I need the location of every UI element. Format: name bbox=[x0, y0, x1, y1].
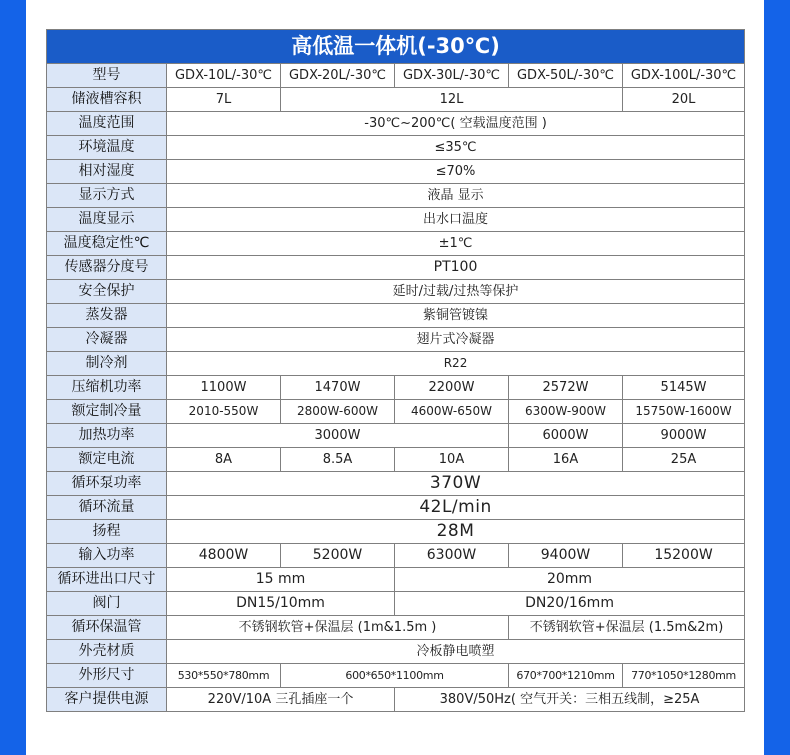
row-label: 压缩机功率 bbox=[47, 376, 167, 400]
row-label: 冷凝器 bbox=[47, 328, 167, 352]
table-cell: 2010-550W bbox=[167, 400, 281, 424]
table-cell: 液晶 显示 bbox=[167, 184, 745, 208]
table-cell: 8.5A bbox=[281, 448, 395, 472]
table-row bbox=[47, 592, 745, 616]
table-row bbox=[47, 640, 745, 664]
row-label: 蒸发器 bbox=[47, 304, 167, 328]
table-cell: 28M bbox=[167, 520, 745, 544]
table-cell: 20L bbox=[623, 88, 745, 112]
table-cell: 出水口温度 bbox=[167, 208, 745, 232]
table-cell: ±1℃ bbox=[167, 232, 745, 256]
table-cell: 冷板静电喷塑 bbox=[167, 640, 745, 664]
table-cell: 翅片式冷凝器 bbox=[167, 328, 745, 352]
table-cell: GDX-100L/-30℃ bbox=[623, 64, 745, 88]
table-cell: 600*650*1100mm bbox=[281, 664, 509, 688]
table-cell: GDX-50L/-30℃ bbox=[509, 64, 623, 88]
table-cell: DN20/16mm bbox=[395, 592, 745, 616]
table-cell: 6300W-900W bbox=[509, 400, 623, 424]
row-label: 传感器分度号 bbox=[47, 256, 167, 280]
row-label: 循环进出口尺寸 bbox=[47, 568, 167, 592]
table-cell: ≤35℃ bbox=[167, 136, 745, 160]
row-label: 环境温度 bbox=[47, 136, 167, 160]
table-cell: 7L bbox=[167, 88, 281, 112]
table-cell: 6300W bbox=[395, 544, 509, 568]
table-cell: 370W bbox=[167, 472, 745, 496]
table-cell: 6000W bbox=[509, 424, 623, 448]
table-cell: R22 bbox=[167, 352, 745, 376]
row-label: 阀门 bbox=[47, 592, 167, 616]
row-label: 循环泵功率 bbox=[47, 472, 167, 496]
table-row bbox=[47, 496, 745, 520]
table-row bbox=[47, 520, 745, 544]
table-cell: 20mm bbox=[395, 568, 745, 592]
row-label: 外壳材质 bbox=[47, 640, 167, 664]
spec-sheet bbox=[26, 0, 764, 755]
row-label: 温度显示 bbox=[47, 208, 167, 232]
row-label: 循环流量 bbox=[47, 496, 167, 520]
table-cell: 10A bbox=[395, 448, 509, 472]
row-label: 外形尺寸 bbox=[47, 664, 167, 688]
table-cell: 15 mm bbox=[167, 568, 395, 592]
table-cell: 42L/min bbox=[167, 496, 745, 520]
table-cell: GDX-20L/-30℃ bbox=[281, 64, 395, 88]
row-label: 加热功率 bbox=[47, 424, 167, 448]
table-cell: 770*1050*1280mm bbox=[623, 664, 745, 688]
table-cell: 2800W-600W bbox=[281, 400, 395, 424]
row-label: 温度范围 bbox=[47, 112, 167, 136]
table-row bbox=[47, 304, 745, 328]
table-row bbox=[47, 88, 745, 112]
table-row bbox=[47, 616, 745, 640]
table-row bbox=[47, 664, 745, 688]
row-label: 扬程 bbox=[47, 520, 167, 544]
table-cell: 15750W-1600W bbox=[623, 400, 745, 424]
table-row bbox=[47, 328, 745, 352]
table-row bbox=[47, 112, 745, 136]
table-row bbox=[47, 544, 745, 568]
row-label: 额定制冷量 bbox=[47, 400, 167, 424]
table-cell: 2572W bbox=[509, 376, 623, 400]
table-cell: 延时/过载/过热等保护 bbox=[167, 280, 745, 304]
table-row bbox=[47, 568, 745, 592]
table-cell: 15200W bbox=[623, 544, 745, 568]
row-label: 相对湿度 bbox=[47, 160, 167, 184]
row-label: 额定电流 bbox=[47, 448, 167, 472]
table-row bbox=[47, 424, 745, 448]
table-cell: GDX-10L/-30℃ bbox=[167, 64, 281, 88]
table-cell: 4800W bbox=[167, 544, 281, 568]
table-row bbox=[47, 376, 745, 400]
table-cell: 670*700*1210mm bbox=[509, 664, 623, 688]
table-row bbox=[47, 352, 745, 376]
table-row bbox=[47, 256, 745, 280]
table-row bbox=[47, 208, 745, 232]
row-label: 显示方式 bbox=[47, 184, 167, 208]
table-cell: 9000W bbox=[623, 424, 745, 448]
table-row bbox=[47, 184, 745, 208]
table-cell: 25A bbox=[623, 448, 745, 472]
table-cell: 1100W bbox=[167, 376, 281, 400]
table-cell: 紫铜管镀镍 bbox=[167, 304, 745, 328]
row-label: 制冷剂 bbox=[47, 352, 167, 376]
table-cell: 12L bbox=[281, 88, 623, 112]
table-cell: 16A bbox=[509, 448, 623, 472]
table-cell: 3000W bbox=[167, 424, 509, 448]
table-row bbox=[47, 160, 745, 184]
table-row bbox=[47, 232, 745, 256]
table-cell: 2200W bbox=[395, 376, 509, 400]
table-title: 高低温一体机(-30℃) bbox=[47, 30, 745, 64]
row-label: 安全保护 bbox=[47, 280, 167, 304]
table-cell: 1470W bbox=[281, 376, 395, 400]
table-cell: DN15/10mm bbox=[167, 592, 395, 616]
row-label: 输入功率 bbox=[47, 544, 167, 568]
row-label: 储液槽容积 bbox=[47, 88, 167, 112]
table-row bbox=[47, 688, 745, 712]
table-cell: 4600W-650W bbox=[395, 400, 509, 424]
table-cell: 530*550*780mm bbox=[167, 664, 281, 688]
table-row bbox=[47, 280, 745, 304]
row-label: 型号 bbox=[47, 64, 167, 88]
row-label: 客户提供电源 bbox=[47, 688, 167, 712]
table-cell: 8A bbox=[167, 448, 281, 472]
table-cell: 5145W bbox=[623, 376, 745, 400]
table-cell: 5200W bbox=[281, 544, 395, 568]
row-label: 循环保温管 bbox=[47, 616, 167, 640]
table-cell: 不锈钢软管+保温层 (1.5m&2m) bbox=[509, 616, 745, 640]
row-label: 温度稳定性℃ bbox=[47, 232, 167, 256]
spec-table bbox=[46, 29, 745, 712]
table-cell: 9400W bbox=[509, 544, 623, 568]
table-cell: 220V/10A 三孔插座一个 bbox=[167, 688, 395, 712]
table-row bbox=[47, 472, 745, 496]
table-row bbox=[47, 448, 745, 472]
table-cell: PT100 bbox=[167, 256, 745, 280]
table-cell: 380V/50Hz( 空气开关：三相五线制，≥25A bbox=[395, 688, 745, 712]
table-row bbox=[47, 64, 745, 88]
table-cell: GDX-30L/-30℃ bbox=[395, 64, 509, 88]
table-cell: 不锈钢软管+保温层 (1m&1.5m ) bbox=[167, 616, 509, 640]
table-row bbox=[47, 400, 745, 424]
table-cell: -30℃~200℃( 空载温度范围 ) bbox=[167, 112, 745, 136]
table-cell: ≤70% bbox=[167, 160, 745, 184]
table-row bbox=[47, 136, 745, 160]
